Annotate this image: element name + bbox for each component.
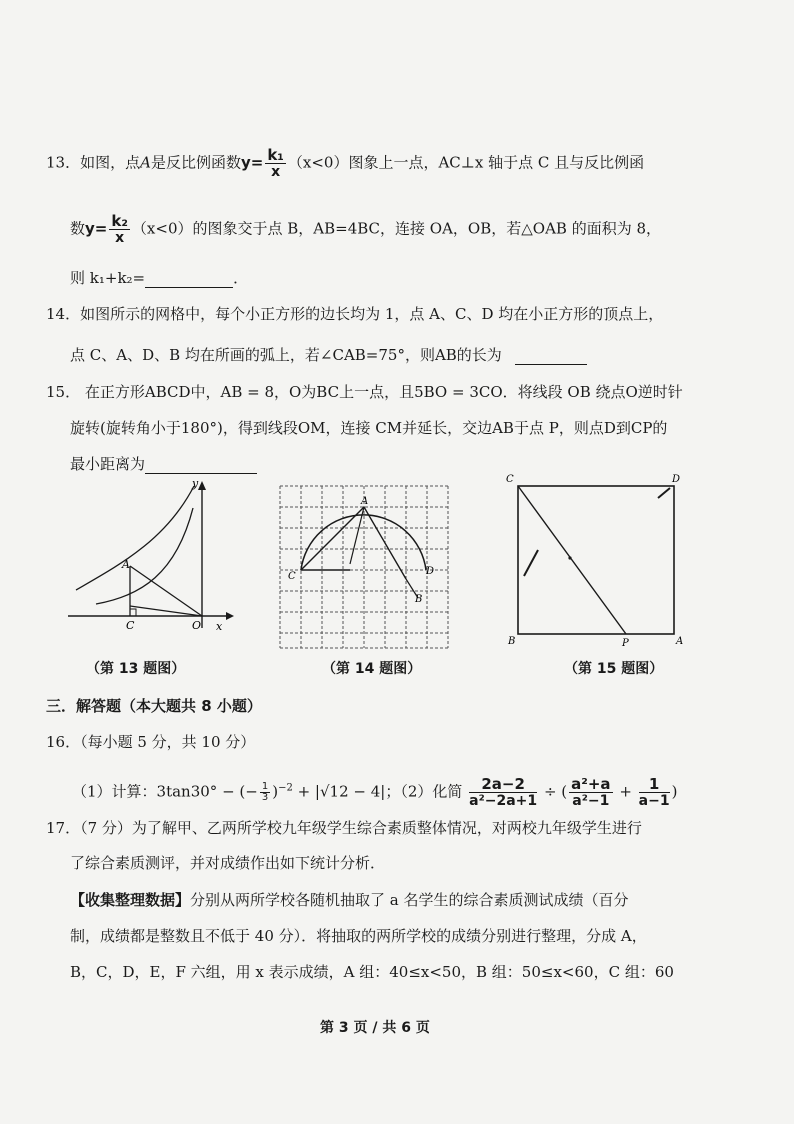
q15-line-1: 15． 在正方形ABCD中，AB = 8，O为BC上一点，且5BO = 3CO．将线段 OB 绕点O逆时针 [46, 383, 683, 401]
q16-fraction-2: $\frac{\text{a²+a}}{\text{a²−1}}$ [571, 775, 611, 809]
fig13-x-arrow [226, 612, 234, 620]
fig15-segment-cp [518, 486, 626, 634]
fig13-label-a: A [122, 558, 130, 571]
fig15-label-p: P [622, 638, 629, 648]
fig13-label-c: C [126, 619, 135, 632]
fig13-label-o: O [192, 619, 202, 632]
q17-line-3: 【收集整理数据】分别从两所学校各随机抽取了 a 名学生的综合素质测试成绩（百分 [70, 891, 629, 909]
fig13-segment-ob [130, 606, 202, 616]
q16-fraction-3: $\frac{1}{a-1}$ [638, 775, 670, 809]
fig15-square [518, 486, 674, 634]
q17-line-5: B，C，D，E，F 六组，用 x 表示成绩，A 组：40≤x<50，B 组：50≤x<60，C 组：60 [70, 963, 674, 981]
fig15-caption: （第 15 题图） [564, 661, 664, 677]
fig15-label-a: A [676, 636, 684, 647]
fig14-label-d: D [426, 566, 435, 577]
fig13-label-y: y [192, 478, 199, 490]
fig13-y-arrow [198, 481, 206, 490]
q13-line-3: 则 k₁+k₂= ． [70, 269, 249, 287]
fig13-curve-k1 [76, 486, 194, 590]
figure-15 [500, 468, 692, 648]
fig13-label-x: x [216, 620, 223, 633]
q16-fraction-small: $\frac{1}{3}$ [261, 781, 269, 803]
q15-answer-blank[interactable] [145, 473, 257, 474]
fig13-caption: （第 13 题图） [86, 661, 186, 677]
q14-answer-blank[interactable] [515, 364, 587, 365]
q14-line-2: 点 C、A、D、B 均在所画的弧上，若∠CAB=75°，则AB的长为 [70, 345, 587, 365]
figure-14 [278, 484, 450, 650]
q13-line-2: 数y= $\frac{\text{k₂}}{x}$ （x<0）的图象交于点 B，AB=4BC，连接 OA，OB，若△OAB 的面积为 8， [70, 212, 662, 246]
fig14-label-c: C [288, 571, 296, 582]
fig14-label-b: B [415, 594, 423, 605]
q13-number: 13． [46, 153, 81, 172]
fig13-right-angle [130, 609, 136, 616]
fig15-label-c: C [506, 474, 514, 485]
fig13-segment-oa [130, 566, 202, 616]
q17-line-2: 了综合素质测评，并对成绩作出如下统计分析． [70, 854, 386, 872]
figure-13 [66, 478, 236, 636]
q15-line-2: 旋转(旋转角小于180°)，得到线段OM，连接 CM并延长，交边AB于点 P，则点D到CP的 [70, 419, 668, 437]
fig15-point-m [568, 556, 571, 559]
q13-line-1: 13．如图，点A是反比例函数y= $\frac{\text{k₁}}{x}$ （x<0）图象上一点，AC⊥x 轴于点 C 且与反比例函 [46, 146, 645, 180]
fig15-label-d: D [672, 474, 681, 485]
fig15-label-b: B [508, 636, 516, 647]
q13-answer-blank[interactable] [145, 287, 233, 288]
fig13-curve-k2 [96, 508, 193, 604]
q16-head: 16．（每小题 5 分，共 10 分） [46, 733, 256, 751]
fig14-caption: （第 14 题图） [322, 661, 422, 677]
q17-line-1: 17．（7 分）为了解甲、乙两所学校九年级学生综合素质整体情况，对两校九年级学生进行 [46, 819, 642, 837]
q16-fraction-1: $\frac{2a-2}{\text{a²−2a+1}}$ [469, 775, 538, 809]
fig14-segment-ac [301, 507, 364, 570]
q16-parts: （1）计算：3tan30° − (− $\frac{1}{3}$ )$^{-2}$ + |√12 − 4|；（2）化简 $\frac{2a-2}{\text{a²−2a+1}}$ ÷ ( $\frac{\text{a²+a}}{\text{a²−1}}$ + $\frac{1}{a-1}$ ) [72, 775, 678, 809]
page-footer: 第 3 页 / 共 6 页 [320, 1020, 430, 1036]
fig14-grid [280, 486, 448, 648]
q15-line-3: 最小距离为 [70, 454, 257, 474]
fig15-mark-d [658, 488, 670, 498]
fig15-mark-left [524, 550, 538, 576]
q17-line-4: 制，成绩都是整数且不低于 40 分）．将抽取的两所学校的成绩分别进行整理，分成 A， [70, 927, 647, 945]
q13-fraction-k1: $\frac{\text{k₁}}{x}$ [267, 146, 284, 180]
q13-fraction-k2: $\frac{\text{k₂}}{x}$ [111, 212, 128, 246]
fig14-label-a: A [361, 496, 369, 507]
q14-line-1: 14．如图所示的网格中，每个小正方形的边长均为 1，点 A、C、D 均在小正方形的顶点上， [46, 305, 664, 323]
section-heading: 三．解答题（本大题共 8 小题） [46, 697, 262, 715]
